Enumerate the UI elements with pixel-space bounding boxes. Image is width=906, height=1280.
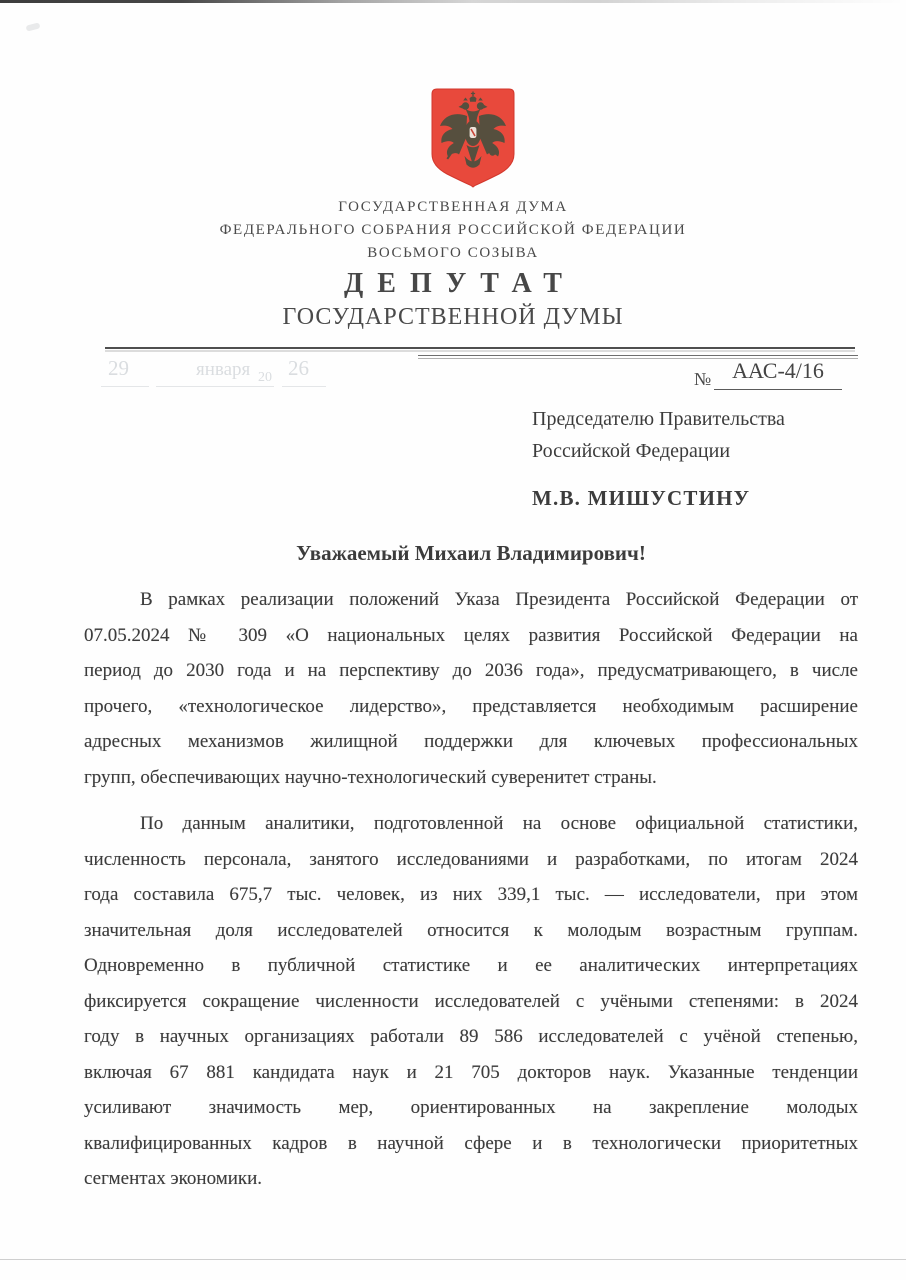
- body-line: году в научных организациях работали 89 586 исследователей с учёной степенью,: [84, 1026, 858, 1047]
- reference-number-label: №: [694, 369, 712, 389]
- body-line: квалифицированных кадров в научной сфере и в технологически приоритетных: [84, 1132, 858, 1154]
- body-line: Одновременно в публичной статистике и ее аналитических интерпретациях: [84, 955, 858, 976]
- body-line: адресных механизмов жилищной поддержки для ключевых профессиональных: [84, 731, 858, 752]
- letterhead-org-line3: ВОСЬМОГО СОЗЫВА: [367, 245, 539, 261]
- addressee-name: М.В. МИШУСТИНУ: [532, 486, 751, 510]
- date-underline-month: [156, 386, 274, 387]
- scan-edge-artifact-bottom: [0, 1259, 906, 1260]
- stamp-date-day: 29: [108, 356, 129, 380]
- body-line: сегментах экономики.: [84, 1168, 263, 1189]
- body-line: По данным аналитики, подготовленной на основе официальной статистики,: [140, 813, 858, 834]
- letterhead-divider-right: [418, 355, 858, 356]
- letterhead-org-line1: ГОСУДАРСТВЕННАЯ ДУМА: [338, 199, 568, 215]
- body-line: значительная доля исследователей относится к молодым возрастным группам.: [84, 919, 858, 941]
- addressee-line2: Российской Федерации: [532, 440, 731, 462]
- date-underline-year: [282, 386, 326, 387]
- paragraph-1: [84, 582, 858, 795]
- scan-smudge: [25, 22, 40, 31]
- body-line: численность персонала, занятого исследованиями и разработками, по итогам 2024: [84, 848, 858, 870]
- date-underline-day: [101, 386, 149, 387]
- body-line: включая 67 881 кандидата наук и 21 705 докторов наук. Указанные тенденции: [84, 1061, 858, 1083]
- russia-coat-of-arms-icon: [429, 86, 517, 188]
- stamp-date-year: 26: [288, 356, 309, 380]
- addressee-line1: Председателю Правительства: [532, 408, 785, 430]
- body-line: В рамках реализации положений Указа Президента Российской Федерации от: [140, 589, 858, 610]
- reference-number-value: ААС-4/16: [732, 358, 824, 383]
- body-line: период до 2030 года и на перспективу до 2036 года», предусматривающего, в числе: [84, 660, 858, 681]
- salutation: Уважаемый Михаил Владимирович!: [296, 541, 646, 565]
- addressee-block: [532, 403, 785, 467]
- body-line: года составила 675,7 тыс. человек, из них 339,1 тыс. — исследователи, при этом: [84, 884, 858, 905]
- stamp-date-month: января: [196, 359, 251, 380]
- letterhead-title: ДЕПУТАТ: [344, 268, 576, 299]
- reference-number-underline: [714, 389, 842, 390]
- scan-edge-artifact-top: [0, 0, 906, 3]
- body-line: 07.05.2024 № 309 «О национальных целях развития Российской Федерации на: [84, 624, 858, 646]
- body-line: прочего, «технологическое лидерство», представляется необходимым расширение: [84, 695, 858, 717]
- stamp-date-century: 20: [258, 370, 272, 385]
- letterhead-org-line2: ФЕДЕРАЛЬНОГО СОБРАНИЯ РОССИЙСКОЙ ФЕДЕРАЦИИ: [219, 222, 687, 238]
- letterhead-divider-left: [105, 347, 855, 349]
- body-line: усиливают значимость мер, ориентированных на закрепление молодых: [84, 1097, 858, 1118]
- body-line: фиксируется сокращение численности исследователей с учёными степенями: в 2024: [84, 990, 858, 1012]
- letterhead-subtitle: ГОСУДАРСТВЕННОЙ ДУМЫ: [282, 304, 624, 330]
- body-line: групп, обеспечивающих научно-технологический суверенитет страны.: [84, 766, 657, 788]
- paragraph-2: [84, 806, 858, 1197]
